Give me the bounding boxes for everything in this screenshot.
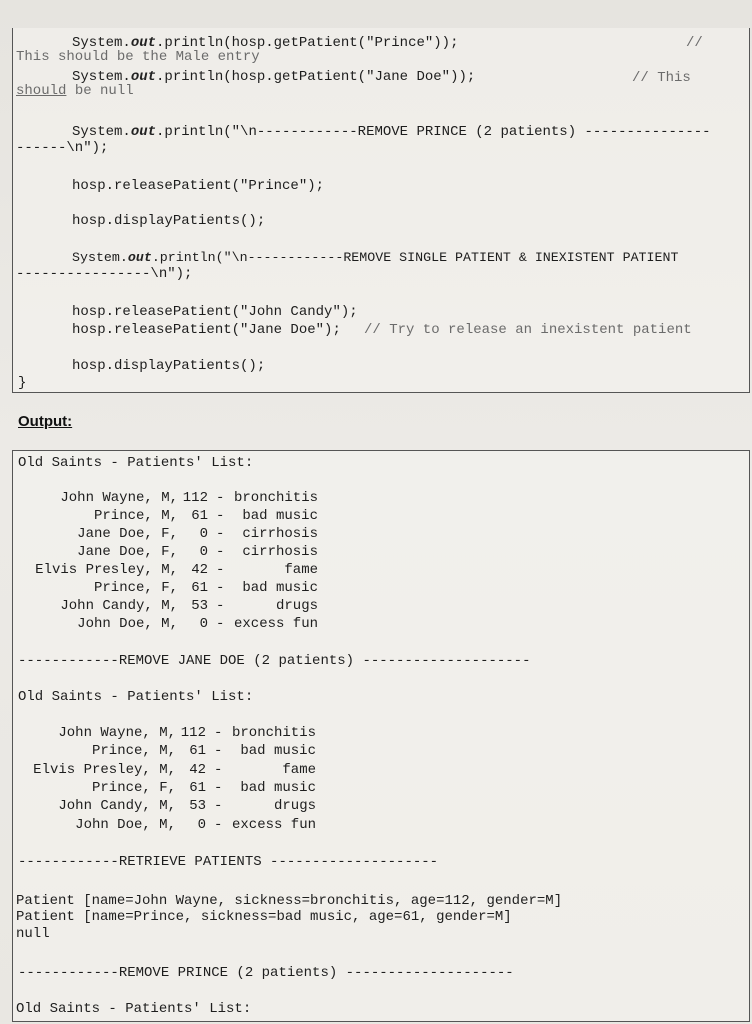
row-dash: -: [214, 743, 223, 760]
patient-record-prince: Patient [name=Prince, sickness=bad music, age=61, gender=M]: [16, 909, 512, 925]
patient-sickness: bad music: [240, 779, 316, 796]
patient-name: John Doe, M,: [75, 816, 176, 833]
row-dash: -: [216, 598, 225, 614]
patient-name: John Wayne, M,: [58, 725, 176, 741]
patient-age: 53: [189, 798, 206, 815]
patient-sickness: cirrhosis: [242, 526, 318, 542]
patient-sickness: bad music: [242, 580, 318, 596]
patient-name: Prince, F,: [93, 580, 178, 596]
patient-name: John Wayne, M,: [60, 490, 178, 506]
row-dash: -: [214, 816, 223, 833]
code-line-release-john-candy: hosp.releasePatient("John Candy");: [72, 304, 358, 320]
patient-age: 61: [191, 580, 208, 596]
patient-sickness: bad music: [240, 743, 316, 760]
list-header-3: Old Saints - Patients' List:: [16, 1001, 252, 1017]
row-dash: -: [214, 798, 223, 815]
patient-sickness: excess fun: [231, 816, 316, 833]
patient-name: Prince, M,: [91, 743, 176, 760]
code-comment-male-entry: This should be the Male entry: [16, 49, 260, 65]
patient-name: John Candy, M,: [60, 598, 178, 614]
row-dash: -: [216, 490, 225, 506]
patient-name: Jane Doe, F,: [77, 544, 178, 560]
output-label: Output:: [18, 413, 73, 430]
list-header: Old Saints - Patients' List:: [18, 455, 254, 471]
patient-age: 61: [189, 743, 206, 760]
patient-name: Jane Doe, F,: [77, 526, 178, 542]
patient-age: 61: [189, 779, 206, 796]
patient-sickness: drugs: [275, 598, 318, 614]
row-dash: -: [214, 779, 223, 796]
patient-age: 112: [180, 725, 206, 741]
code-line-println-remove-prince: System.out.println("\n------------REMOVE PRINCE (2 patients) ---------------: [72, 124, 711, 140]
patient-sickness: fame: [282, 761, 316, 778]
row-dash: -: [216, 562, 225, 578]
separator-retrieve: ------------RETRIEVE PATIENTS --------------------: [18, 854, 439, 870]
patient-age: 0: [197, 816, 206, 833]
separator-remove-prince: ------------REMOVE PRINCE (2 patients) --------------------: [18, 965, 514, 981]
closing-brace: }: [18, 375, 27, 391]
patient-name: Prince, M,: [93, 508, 178, 524]
row-dash: -: [214, 761, 223, 778]
patient-age: 53: [191, 598, 208, 614]
row-dash: -: [216, 580, 225, 596]
code-line-continuation: ------\n");: [16, 140, 109, 156]
patient-sickness: bad music: [242, 508, 318, 524]
row-dash: -: [216, 544, 225, 560]
row-dash: -: [216, 526, 225, 542]
code-comment: //: [686, 35, 703, 51]
patient-sickness: cirrhosis: [242, 544, 318, 560]
list-header-2: Old Saints - Patients' List:: [18, 689, 254, 705]
null-output: null: [16, 926, 50, 942]
patient-sickness: bronchitis: [231, 725, 316, 741]
row-dash: -: [214, 725, 223, 741]
code-line-display: hosp.displayPatients();: [72, 213, 266, 229]
separator-remove-jane: ------------REMOVE JANE DOE (2 patients) --------------------: [18, 653, 531, 669]
code-comment-this: // This: [632, 70, 691, 86]
patient-name: Prince, F,: [91, 779, 176, 796]
code-comment-inexistent: // Try to release an inexistent patient: [364, 322, 692, 338]
patient-age: 42: [191, 562, 208, 578]
patient-sickness: bronchitis: [233, 490, 318, 506]
code-line-release-prince: hosp.releasePatient("Prince");: [72, 178, 325, 194]
patient-record-john-wayne: Patient [name=John Wayne, sickness=bronchitis, age=112, gender=M]: [16, 893, 563, 909]
code-line-release-jane: hosp.releasePatient("Jane Doe");: [72, 322, 341, 338]
patient-age: 42: [189, 761, 206, 778]
patient-name: Elvis Presley, M,: [33, 761, 176, 778]
row-dash: -: [216, 616, 225, 632]
patient-name: Elvis Presley, M,: [35, 562, 178, 578]
patient-name: John Candy, M,: [58, 798, 176, 815]
code-line-display-2: hosp.displayPatients();: [72, 358, 266, 374]
row-dash: -: [216, 508, 225, 524]
patient-age: 112: [182, 490, 208, 506]
patient-age: 0: [199, 616, 208, 632]
code-comment-should-be-null: should be null: [16, 83, 134, 99]
code-line-continuation-2: ----------------\n");: [16, 266, 193, 282]
patient-age: 0: [199, 544, 208, 560]
code-line-get-prince: System.out.println(hosp.getPatient("Prince"));: [72, 35, 459, 51]
patient-age: 61: [191, 508, 208, 524]
patient-age: 0: [199, 526, 208, 542]
patient-sickness: drugs: [273, 798, 316, 815]
patient-sickness: fame: [284, 562, 318, 578]
code-line-get-jane: System.out.println(hosp.getPatient("Jane Doe"));: [72, 69, 476, 85]
patient-sickness: excess fun: [233, 616, 318, 632]
code-line-println-remove-single: System.out.println("\n------------REMOVE SINGLE PATIENT & INEXISTENT PATIENT: [72, 250, 679, 265]
patient-name: John Doe, M,: [77, 616, 178, 632]
